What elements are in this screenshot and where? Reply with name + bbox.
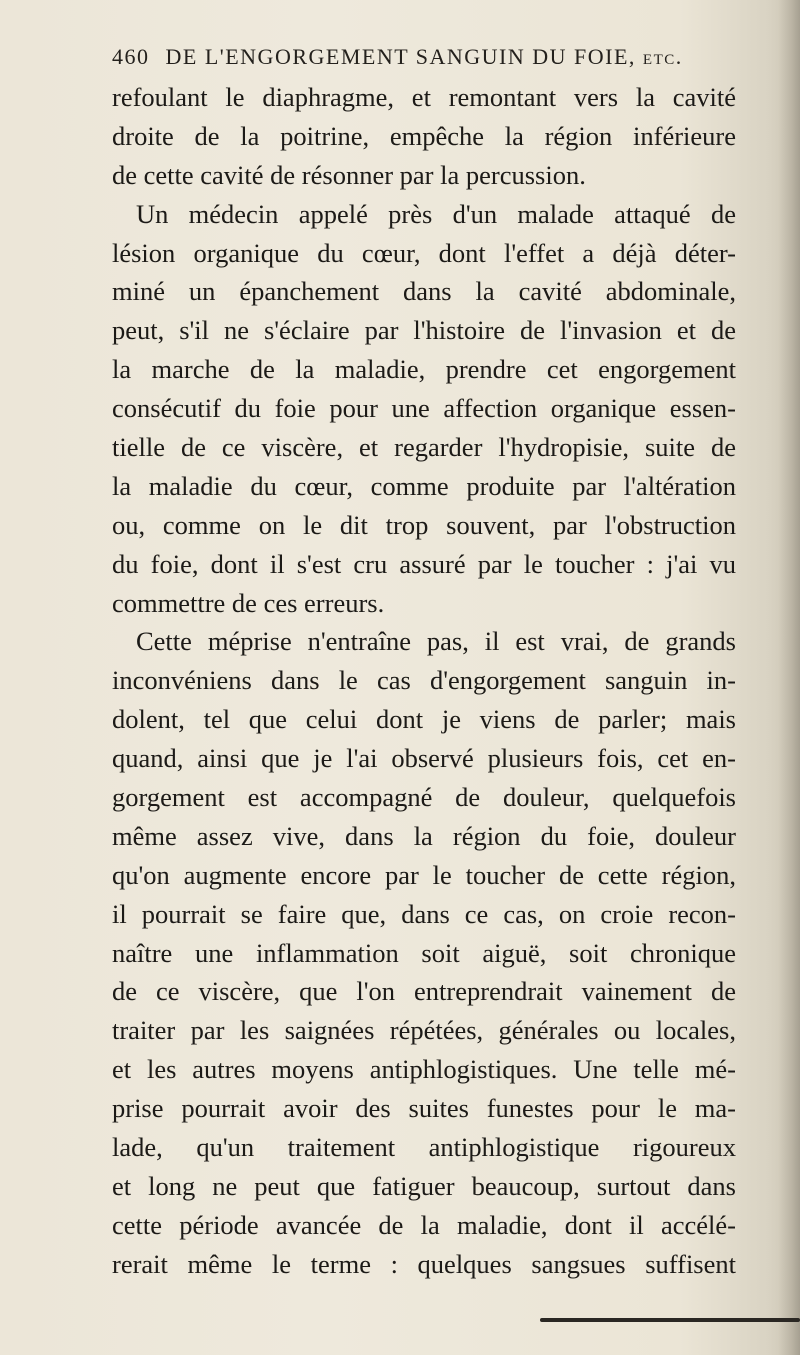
text-line: inconvéniens dans le cas d'engorgement sanguin in-	[112, 665, 736, 696]
text-line: refoulant le diaphragme, et remontant vers la cavité	[112, 82, 736, 112]
text-line: prise pourrait avoir des suites funestes pour le ma-	[112, 1093, 736, 1124]
text-line: Cette méprise n'entraîne pas, il est vrai, de grands	[136, 626, 736, 657]
text-line: tielle de ce viscère, et regarder l'hydropisie, suite de	[112, 432, 736, 463]
text-line: même assez vive, dans la région du foie, douleur	[112, 820, 736, 851]
text-line: Un médecin appelé près d'un malade attaqué de	[136, 198, 736, 229]
text-line: lésion organique du cœur, dont l'effet a déjà déter-	[112, 237, 736, 268]
text-line: cette période avancée de la maladie, dont il accélé-	[112, 1209, 736, 1240]
text-line: il pourrait se faire que, dans ce cas, on croie recon-	[112, 898, 736, 929]
text-line: gorgement est accompagné de douleur, quelquefois	[112, 782, 736, 813]
text-line: et les autres moyens antiphlogistiques. Une telle mé-	[112, 1054, 736, 1085]
text-line: miné un épanchement dans la cavité abdominale,	[112, 276, 736, 307]
text-line: traiter par les saignées répétées, générales ou locales,	[112, 1015, 736, 1046]
text-line: droite de la poitrine, empêche la région inférieure	[112, 120, 736, 151]
text-line: de ce viscère, que l'on entreprendrait vainement de	[112, 976, 736, 1007]
page-edge-shadow	[778, 0, 800, 1355]
text-line: naître une inflammation soit aiguë, soit chronique	[112, 937, 736, 968]
text-line: consécutif du foie pour une affection organique essen-	[112, 393, 736, 424]
text-line: et long ne peut que fatiguer beaucoup, surtout dans	[112, 1170, 736, 1201]
running-head	[112, 44, 683, 70]
text-line: peut, s'il ne s'éclaire par l'histoire de l'invasion et de	[112, 315, 736, 346]
text-line: rerait même le terme : quelques sangsues suffisent	[112, 1248, 736, 1279]
text-line: la marche de la maladie, prendre cet engorgement	[112, 354, 736, 385]
text-line: dolent, tel que celui dont je viens de parler; mais	[112, 704, 736, 735]
text-line: du foie, dont il s'est cru assuré par le toucher : j'ai vu	[112, 548, 736, 579]
running-title: DE L'ENGORGEMENT SANGUIN DU FOIE, etc.	[165, 44, 683, 69]
text-line: de cette cavité de résonner par la percussion.	[112, 159, 586, 190]
text-line: ou, comme on le dit trop souvent, par l'obstruction	[112, 509, 736, 540]
page-number: 460	[112, 44, 150, 69]
text-line: quand, ainsi que je l'ai observé plusieurs fois, cet en-	[112, 743, 736, 774]
text-line: lade, qu'un traitement antiphlogistique rigoureux	[112, 1132, 736, 1163]
body-text	[112, 78, 736, 1284]
bottom-rule	[540, 1318, 800, 1322]
text-line: la maladie du cœur, comme produite par l'altération	[112, 470, 736, 501]
text-line: commettre de ces erreurs.	[112, 587, 385, 618]
text-line: qu'on augmente encore par le toucher de cette région,	[112, 859, 736, 890]
